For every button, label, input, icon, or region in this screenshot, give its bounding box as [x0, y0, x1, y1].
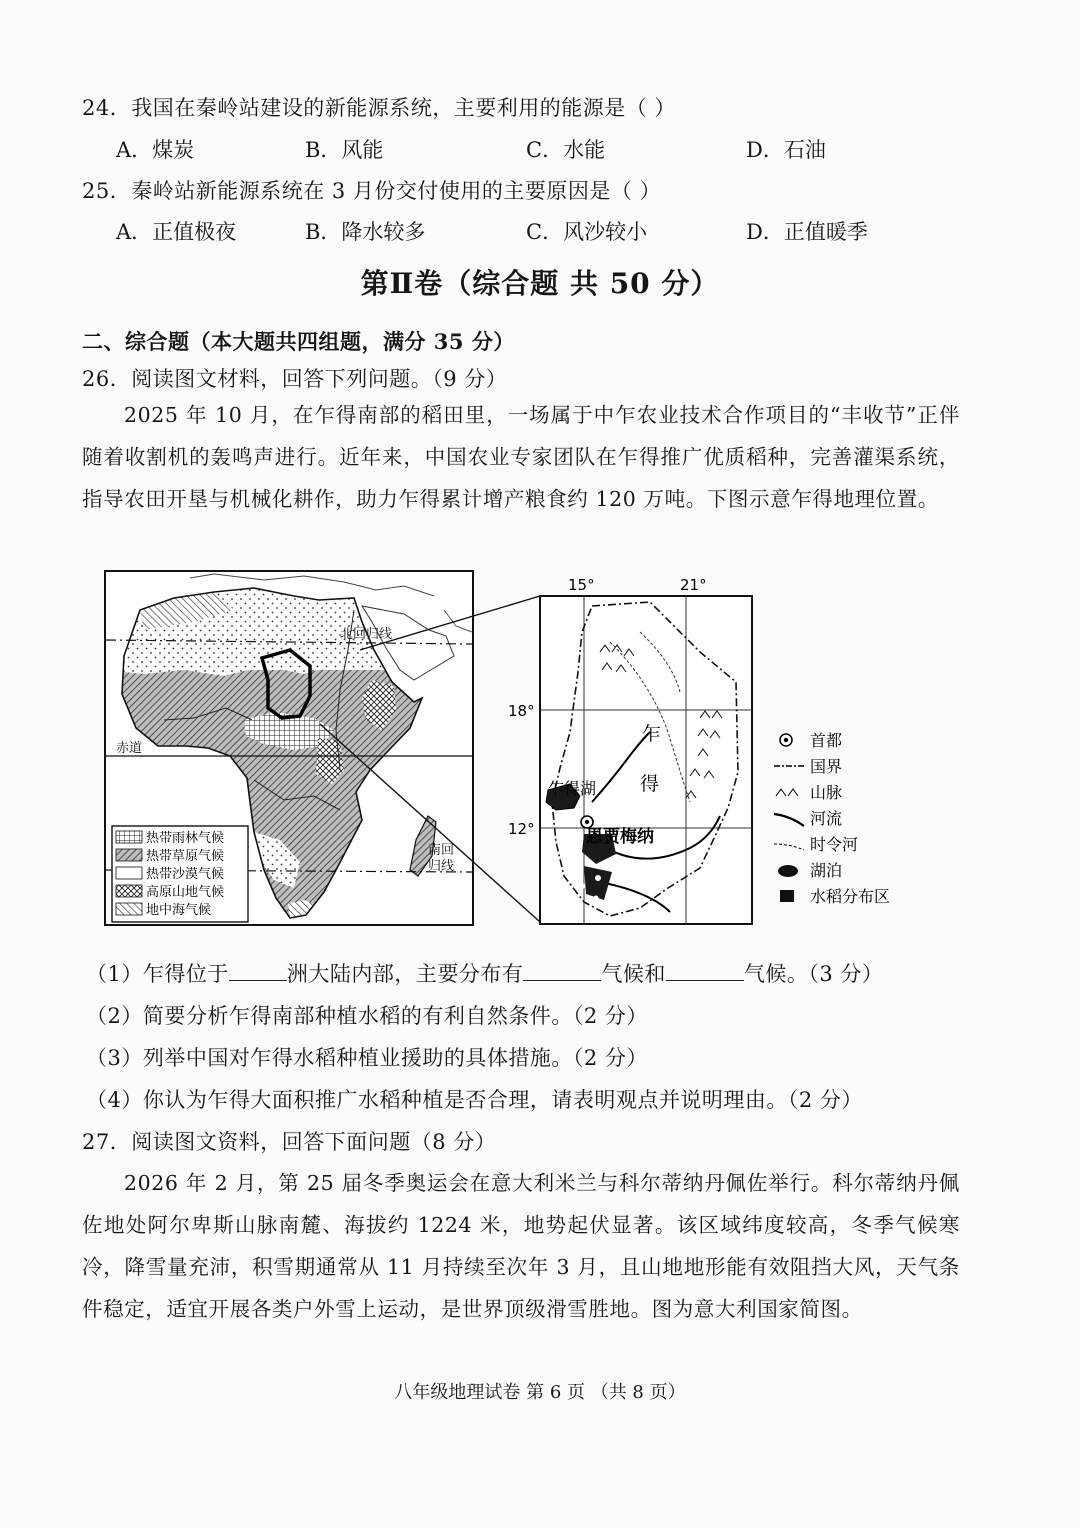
legend-mountain-label: 山脉 [810, 783, 843, 802]
latitude-12-label: 12° [508, 820, 535, 838]
legend-mediterranean-label: 地中海气候 [146, 903, 212, 918]
legend-seasonal-river-label: 时令河 [810, 835, 859, 854]
tropic-of-capricorn-label-2: 归线 [428, 859, 455, 874]
answer-blank-continent[interactable] [229, 962, 287, 981]
chad-detail-map [500, 572, 770, 928]
q24-stem: 24．我国在秦岭站建设的新能源系统，主要利用的能源是（ ） [82, 96, 676, 120]
chad-label-2: 得 [640, 773, 660, 795]
q25-option-c: C．风沙较小 [526, 220, 648, 244]
latitude-18-label: 18° [508, 702, 535, 720]
equator-label: 赤道 [116, 741, 143, 756]
part2-heading: 二、综合题（本大题共四组题，满分 35 分） [82, 329, 515, 354]
q26-passage: 2025 年 10 月，在乍得南部的稻田里，一场属于中乍农业技术合作项目的“丰收节”正伴随着收割机的轰鸣声进行。近年来，中国农业专家团队在乍得推广优质稻种，完善灌渠系统，指导农田开垦与机械化耕作，助力乍得累计增产粮食约 120 万吨。下图示意乍得地理位置。 [82, 403, 960, 511]
q25-option-a: A．正值极夜 [116, 220, 237, 244]
q24-option-c: C．水能 [526, 138, 606, 162]
tropic-of-capricorn-label-1: 南回 [428, 843, 455, 858]
section-title: 第Ⅱ卷（综合题 共 50 分） [360, 267, 720, 300]
q26-sub1-part-a: （1）乍得位于 [86, 962, 229, 986]
legend-border-label: 国界 [810, 757, 843, 776]
q24-option-a: A．煤炭 [116, 138, 195, 162]
q24-option-b: B．风能 [305, 138, 384, 162]
legend-rainforest-label: 热带雨林气候 [146, 831, 225, 846]
q25-stem: 25．秦岭站新能源系统在 3 月份交付使用的主要原因是（ ） [82, 179, 662, 203]
legend-highland-label: 高原山地气候 [146, 885, 225, 900]
q26-sub1-part-b: 洲大陆内部，主要分布有 [286, 962, 524, 986]
q26-sub3: （3）列举中国对乍得水稻种植业援助的具体措施。（2 分） [86, 1046, 648, 1070]
rice-area-icon [780, 890, 794, 902]
q26-sub1-part-d: 气候。（3 分） [743, 962, 884, 986]
seasonal-river-icon [774, 844, 804, 850]
chad-label-1: 乍 [642, 723, 662, 745]
answer-blank-climate-2[interactable] [666, 962, 744, 981]
q26-stem: 26．阅读图文材料，回答下列问题。（9 分） [82, 367, 508, 391]
legend-savanna-label: 热带草原气候 [146, 849, 225, 864]
legend-lake-label: 湖泊 [810, 861, 843, 880]
legend-desert-label: 热带沙漠气候 [146, 867, 225, 882]
q26-sub4: （4）你认为乍得大面积推广水稻种植是否合理，请表明观点并说明理由。（2 分） [86, 1088, 863, 1112]
page-footer: 八年级地理试卷 第 6 页 （共 8 页） [394, 1382, 686, 1403]
q24-option-d: D．石油 [746, 138, 826, 162]
q26-sub1 [86, 958, 883, 988]
tropic-of-cancer-label: 北回归线 [340, 627, 393, 642]
lake-chad-label: 乍得湖 [548, 779, 597, 798]
legend-river-label: 河流 [810, 809, 843, 828]
chad-map-legend [770, 726, 930, 916]
answer-blank-climate-1[interactable] [523, 962, 601, 981]
lake-icon [778, 865, 798, 877]
q27-stem: 27．阅读图文资料，回答下面问题（8 分） [82, 1130, 497, 1154]
mountain-icon [776, 789, 798, 796]
q26-sub2: （2）简要分析乍得南部种植水稻的有利自然条件。（2 分） [86, 1004, 648, 1028]
q26-sub1-part-c: 气候和 [601, 962, 666, 986]
q25-option-b: B．降水较多 [305, 220, 426, 244]
longitude-15-label: 15° [568, 576, 595, 594]
legend-rice-label: 水稻分布区 [810, 887, 891, 906]
q27-passage: 2026 年 2 月，第 25 届冬季奥运会在意大利米兰与科尔蒂纳丹佩佐举行。科尔蒂纳丹佩佐地处阿尔卑斯山脉南麓、海拔约 1224 米，地势起伏显著。该区域纬度较高，冬季气候寒冷，降雪量充沛，积雪期通常从 11 月持续至次年 3 月，且山地地形能有效阻挡大风，天气条件稳定，适宜开展各类户外雪上运动，是世界顶级滑雪胜地。图为意大利国家简图。 [82, 1171, 960, 1321]
legend-capital-label: 首都 [810, 731, 843, 750]
ndjamena-label: 恩贾梅纳 [586, 827, 654, 847]
river-icon [774, 814, 804, 826]
longitude-21-label: 21° [680, 576, 707, 594]
q25-option-d: D．正值暖季 [746, 220, 868, 244]
